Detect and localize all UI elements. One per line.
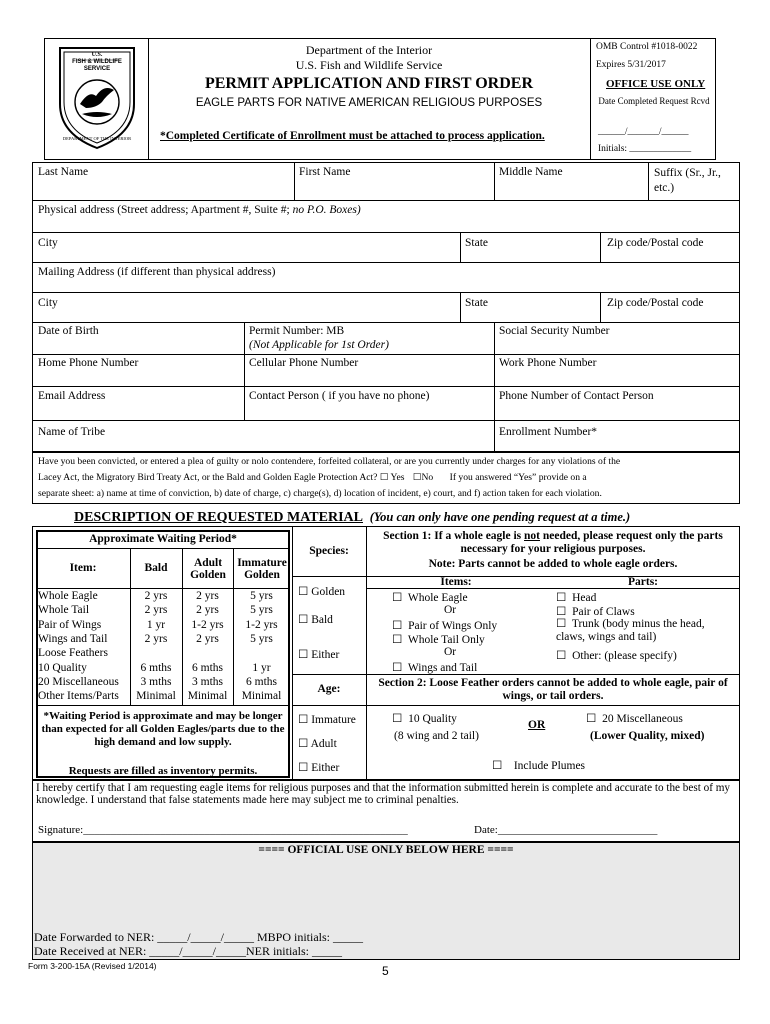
whole-tail-label: Whole Tail Only bbox=[407, 634, 485, 646]
misc-label: 20 Miscellaneous bbox=[602, 713, 683, 725]
mailing-address-field[interactable]: Mailing Address (if different than physical address) bbox=[38, 266, 276, 278]
whole-eagle-label: Whole Eagle bbox=[407, 592, 468, 604]
wings-and-tail-checkbox[interactable] bbox=[392, 662, 402, 674]
waiting-item-name: Whole Tail bbox=[38, 604, 90, 617]
logo-ring-text: DEPARTMENT OF THE INTERIOR bbox=[62, 136, 132, 141]
pair-of-wings-label: Pair of Wings Only bbox=[408, 620, 498, 632]
no-label: No bbox=[421, 472, 434, 483]
item-or-1: Or bbox=[444, 604, 457, 616]
other-checkbox[interactable] bbox=[556, 650, 566, 662]
either-age-checkbox[interactable] bbox=[298, 762, 308, 774]
last-name-field[interactable]: Last Name bbox=[38, 166, 89, 178]
section2-heading: Section 2: Loose Feather orders cannot be added to whole eagle, pair of wings, or tail orders. bbox=[378, 677, 728, 702]
form-title: PERMIT APPLICATION AND FIRST ORDER bbox=[204, 75, 534, 92]
waiting-item-name: Loose Feathers bbox=[38, 647, 108, 660]
age-adult[interactable] bbox=[298, 736, 337, 750]
middle-name-field[interactable]: Middle Name bbox=[499, 166, 563, 178]
logo-text-bottom: SERVICE bbox=[83, 66, 111, 72]
waiting-cell: 6 mths bbox=[246, 675, 277, 688]
logo-text-mid: FISH & WILDLIFE bbox=[72, 59, 122, 65]
mailing-city-field[interactable]: City bbox=[38, 297, 58, 309]
item-wings-and-tail[interactable] bbox=[392, 660, 477, 674]
certify-text: I hereby certify that I am requesting eagle items for religious purposes and that the information submitted herein is complete and accurate to the best of my knowledge. I understand that false statements made here may subject me to criminal penalties. bbox=[36, 782, 731, 806]
waiting-cell: 5 yrs bbox=[250, 632, 273, 645]
waiting-cell: 3 mths bbox=[140, 675, 172, 688]
permit-number-field[interactable]: Permit Number: MB bbox=[249, 325, 345, 337]
date-forwarded-field[interactable]: Date Forwarded to NER: _____/_____/_____ MBPO initials: _____ bbox=[34, 930, 363, 944]
waiting-item-name: Other Items/Parts bbox=[38, 690, 119, 703]
waiting-item-name: Wings and Tail bbox=[38, 632, 108, 645]
contact-person-field[interactable]: Contact Person ( if you have no phone) bbox=[249, 390, 430, 402]
misc-option[interactable] bbox=[586, 711, 683, 725]
waiting-cell: 1-2 yrs bbox=[191, 618, 224, 631]
waiting-cell: 2 yrs bbox=[196, 632, 219, 645]
waiting-header-adult-golden: Adult Golden bbox=[190, 557, 226, 581]
whole-eagle-checkbox[interactable] bbox=[392, 592, 402, 604]
suffix-field[interactable]: Suffix (Sr., Jr., etc.) bbox=[654, 167, 721, 194]
permit-number-note: (Not Applicable for 1st Order) bbox=[249, 339, 389, 351]
section1-heading-not: not bbox=[524, 530, 540, 542]
page-number: 5 bbox=[382, 964, 389, 978]
zip-field[interactable]: Zip code/Postal code bbox=[607, 237, 704, 249]
ssn-field[interactable]: Social Security Number bbox=[499, 325, 610, 337]
physical-address-field[interactable] bbox=[38, 204, 361, 216]
bald-checkbox[interactable] bbox=[298, 614, 308, 626]
waiting-cell: Minimal bbox=[241, 690, 282, 703]
item-whole-tail[interactable] bbox=[392, 632, 485, 646]
species-either[interactable] bbox=[298, 647, 339, 661]
waiting-cell: 2 yrs bbox=[196, 604, 219, 617]
inventory-note: Requests are filled as inventory permits. bbox=[68, 765, 258, 777]
pair-of-wings-checkbox[interactable] bbox=[392, 620, 402, 632]
golden-label: Golden bbox=[311, 586, 346, 598]
form-subtitle: EAGLE PARTS FOR NATIVE AMERICAN RELIGIOUS PURPOSES bbox=[195, 97, 543, 109]
waiting-cell: 2 yrs bbox=[144, 590, 168, 602]
quality-checkbox[interactable] bbox=[392, 713, 402, 725]
section1-heading bbox=[368, 530, 738, 556]
waiting-cell: 3 mths bbox=[192, 675, 223, 688]
either-species-checkbox[interactable] bbox=[298, 649, 308, 661]
waiting-cell: 1 yr bbox=[146, 618, 166, 631]
header-divider-right bbox=[590, 38, 591, 160]
part-other[interactable] bbox=[556, 648, 677, 662]
conviction-question: Lacey Act, the Migratory Bird Treaty Act, or the Bald and Golden Eagle Protection Act? bbox=[38, 472, 378, 483]
wings-and-tail-label: Wings and Tail bbox=[407, 662, 478, 674]
part-claws[interactable] bbox=[556, 604, 635, 618]
plumes-label: Include Plumes bbox=[513, 760, 586, 772]
head-label: Head bbox=[572, 592, 597, 604]
parts-header: Parts: bbox=[627, 576, 658, 588]
species-label: Species: bbox=[309, 545, 349, 557]
trunk-checkbox[interactable] bbox=[556, 618, 566, 630]
form-id: Form 3-200-15A (Revised 1/2014) bbox=[28, 961, 157, 971]
waiting-item-name: 10 Quality bbox=[38, 661, 87, 674]
section1-heading-b: needed, please request only the parts necessary for your religious purposes. bbox=[460, 530, 723, 555]
waiting-item-name: Whole Eagle bbox=[38, 590, 98, 602]
waiting-period-title: Approximate Waiting Period* bbox=[89, 533, 237, 545]
state-field[interactable]: State bbox=[465, 237, 488, 249]
description-note: (You can only have one pending request at a time.) bbox=[369, 510, 631, 524]
yes-label: Yes bbox=[390, 472, 405, 483]
waiting-cell: 5 yrs bbox=[250, 604, 273, 617]
immature-label: Immature bbox=[311, 714, 356, 726]
conviction-line1: Have you been convicted, or entered a plea of guilty or nolo contendere, forfeited collateral, or are you currently under charges for any violations of the bbox=[38, 456, 621, 467]
trunk-label: Trunk (body minus the head, claws, wings and tail) bbox=[556, 618, 705, 643]
quality-option[interactable] bbox=[392, 711, 457, 725]
item-whole-eagle[interactable] bbox=[392, 590, 468, 604]
waiting-cell: 2 yrs bbox=[144, 632, 168, 645]
physical-address-note: no P.O. Boxes) bbox=[292, 204, 361, 216]
waiting-cell: 2 yrs bbox=[144, 604, 168, 617]
adult-checkbox[interactable] bbox=[298, 738, 308, 750]
header-divider-left bbox=[148, 38, 149, 160]
plumes-checkbox[interactable] bbox=[492, 760, 502, 772]
agency-name: Department of the Interior bbox=[305, 43, 433, 57]
part-head[interactable] bbox=[556, 590, 596, 604]
first-name-field[interactable]: First Name bbox=[299, 166, 351, 178]
species-bald[interactable] bbox=[298, 612, 333, 626]
either-species-label: Either bbox=[311, 649, 340, 661]
age-immature[interactable] bbox=[298, 712, 356, 726]
description-heading-row bbox=[74, 510, 630, 526]
either-age-label: Either bbox=[311, 762, 340, 774]
contact-phone-field[interactable]: Phone Number of Contact Person bbox=[499, 390, 654, 402]
date-received-field[interactable]: Date Received at NER: _____/_____/_____NER initials: _____ bbox=[34, 944, 342, 958]
plumes-option[interactable] bbox=[492, 758, 585, 772]
office-use-only: OFFICE USE ONLY bbox=[606, 78, 706, 90]
immature-checkbox[interactable] bbox=[298, 714, 308, 726]
waiting-cell: 5 yrs bbox=[250, 590, 273, 602]
home-phone-field[interactable]: Home Phone Number bbox=[38, 357, 139, 369]
waiting-cell: 6 mths bbox=[140, 661, 172, 674]
logo-text-top: U.S. bbox=[91, 52, 103, 58]
conviction-line3: separate sheet: a) name at time of conviction, b) date of charge, c) charge(s), d) location of incident, e) court, and f) action taken for each violation. bbox=[38, 488, 602, 499]
certificate-note: *Completed Certificate of Enrollment must be attached to process application. bbox=[160, 130, 545, 142]
species-golden[interactable] bbox=[298, 584, 345, 598]
section1-heading-a: Section 1: If a whole eagle is bbox=[383, 530, 525, 542]
signature-field[interactable]: Signature:___________________________________________________________ bbox=[38, 824, 408, 836]
age-label: Age: bbox=[317, 683, 341, 695]
cell-phone-field[interactable]: Cellular Phone Number bbox=[249, 357, 359, 369]
waiting-cell: Minimal bbox=[187, 690, 228, 703]
omb-control: OMB Control #1018-0022 bbox=[596, 42, 698, 52]
enrollment-field[interactable]: Enrollment Number* bbox=[499, 426, 598, 438]
yes-checkbox[interactable] bbox=[380, 472, 389, 483]
email-field[interactable]: Email Address bbox=[38, 390, 106, 402]
item-or-2: Or bbox=[444, 646, 457, 658]
section1-note: Note: Parts cannot be added to whole eagle orders. bbox=[428, 558, 678, 570]
waiting-cell: 1 yr bbox=[252, 661, 271, 674]
waiting-item-name: Pair of Wings bbox=[38, 618, 102, 631]
waiting-cell: 1-2 yrs bbox=[245, 618, 278, 631]
waiting-header-item: Item: bbox=[69, 562, 97, 574]
misc-checkbox[interactable] bbox=[586, 713, 596, 725]
age-either[interactable] bbox=[298, 760, 339, 774]
service-name: U.S. Fish and Wildlife Service bbox=[295, 58, 443, 72]
initials-field[interactable]: Initials: _____________ bbox=[598, 144, 692, 154]
work-phone-field[interactable]: Work Phone Number bbox=[499, 357, 597, 369]
city-field[interactable]: City bbox=[38, 237, 58, 249]
section2-or: OR bbox=[528, 719, 546, 731]
claws-checkbox[interactable] bbox=[556, 606, 566, 618]
waiting-footnote: *Waiting Period is approximate and may be longer than expected for all Golden Eagles/parts due to the high demand and low supply. bbox=[41, 710, 285, 748]
mailing-state-field[interactable]: State bbox=[465, 297, 488, 309]
expires-date: Expires 5/31/2017 bbox=[596, 60, 666, 70]
dob-field[interactable]: Date of Birth bbox=[38, 325, 99, 337]
quality-label: 10 Quality bbox=[408, 713, 457, 725]
official-use-heading: ==== OFFICIAL USE ONLY BELOW HERE ==== bbox=[258, 844, 514, 856]
waiting-cell: 2 yrs bbox=[196, 590, 219, 602]
adult-label: Adult bbox=[310, 738, 337, 750]
description-heading: DESCRIPTION OF REQUESTED MATERIAL bbox=[74, 510, 363, 525]
other-label: Other: (please specify) bbox=[572, 650, 677, 662]
waiting-header-immature-golden: Immature Golden bbox=[237, 557, 287, 581]
mailing-zip-field[interactable]: Zip code/Postal code bbox=[607, 297, 704, 309]
date-completed-label: Date Completed Request Rcvd bbox=[598, 96, 710, 106]
physical-address-label: Physical address (Street address; Apartment #, Suite #; bbox=[38, 204, 293, 216]
tribe-field[interactable]: Name of Tribe bbox=[38, 426, 106, 438]
items-header: Items: bbox=[440, 576, 472, 588]
bald-label: Bald bbox=[311, 614, 333, 626]
waiting-item-name: 20 Miscellaneous bbox=[38, 675, 119, 688]
waiting-cell: Minimal bbox=[136, 690, 176, 703]
conviction-instruction: If you answered “Yes” provide on a bbox=[449, 472, 587, 483]
date-completed-blank: ______/_______/______ bbox=[598, 126, 689, 136]
quality-note: (8 wing and 2 tail) bbox=[394, 730, 479, 742]
item-pair-of-wings[interactable] bbox=[392, 618, 497, 632]
head-checkbox[interactable] bbox=[556, 592, 566, 604]
golden-checkbox[interactable] bbox=[298, 586, 308, 598]
waiting-cell: 6 mths bbox=[192, 661, 223, 674]
conviction-line2 bbox=[38, 472, 587, 483]
misc-note: (Lower Quality, mixed) bbox=[590, 730, 705, 742]
waiting-header-bald: Bald bbox=[144, 562, 168, 574]
whole-tail-checkbox[interactable] bbox=[392, 634, 402, 646]
part-trunk[interactable] bbox=[556, 618, 736, 644]
date-field[interactable]: Date:_____________________________ bbox=[474, 824, 658, 836]
claws-label: Pair of Claws bbox=[572, 606, 635, 618]
